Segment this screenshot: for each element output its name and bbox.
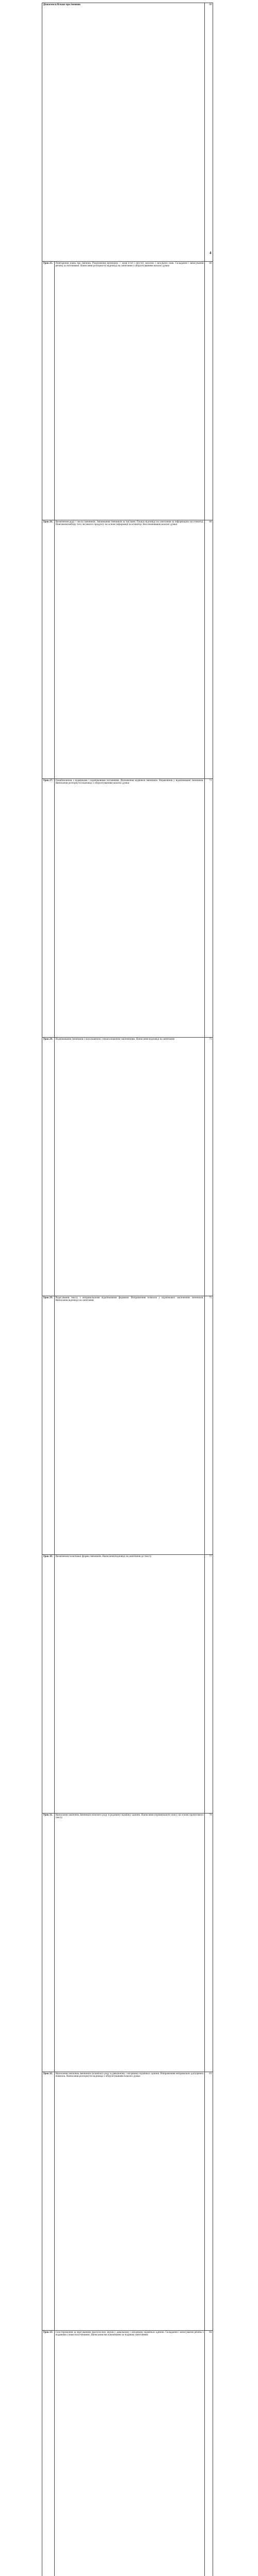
lesson-number: Урок 27.	[42, 779, 55, 1038]
lesson-number: Урок 29.	[42, 1296, 55, 1555]
lesson-number: Урок 31.	[42, 1814, 55, 2072]
lesson-description: Редагування тексту з неправильними відмінковими формами. Виправлення помилок у відмінкових закінченнях іменників. Написання відповіді на запитання	[55, 1296, 205, 1555]
lesson-description: Ознайомлення з відмінками і відмінковими питаннями. Визначення відмінків іменників. Вправляння у відмінюванні іменників. Написання розгорнутої відповіді з обґрунтуванням власної думки	[55, 779, 205, 1038]
toc-lesson-row	[42, 2331, 213, 2576]
toc-lesson-row	[42, 779, 213, 1038]
document-page	[0, 0, 258, 258]
lesson-number: Урок 28.	[42, 1038, 55, 1296]
toc-lesson-row	[42, 1555, 213, 1814]
page-ref: 77	[205, 1555, 213, 1814]
toc-lesson-row	[42, 262, 213, 520]
page-ref: 75	[205, 1296, 213, 1555]
page-number: 4	[209, 251, 212, 255]
toc-lesson-row	[42, 1296, 213, 1555]
toc-body	[42, 3, 213, 2576]
toc-lesson-row	[42, 2072, 213, 2331]
page-ref: 79	[205, 1814, 213, 2072]
lesson-description: Відмінювання іменників з наголошеним і ненаголошеним закінченням. Написання відповіді на запитання	[55, 1038, 205, 1296]
page-ref: 81	[205, 2072, 213, 2331]
lesson-description: Визначення початкової форми іменників. Написання відповіді на запитання до тексту	[55, 1555, 205, 1814]
toc-lesson-row	[42, 1038, 213, 1296]
page-ref: 73	[205, 1038, 213, 1296]
lesson-description: Визначення роду і числа іменників. Змінювання іменників за числами. Пошук відповіді на запитання за інформацією на етикетці. Пояснення вибору того чи іншого продукту на основі інформації на етикетці. Висловлювання власної думки	[55, 520, 205, 779]
page-ref: 71	[205, 779, 213, 1038]
lesson-number: Урок 33.	[42, 2331, 55, 2576]
toc-section-row	[42, 3, 213, 262]
table-of-contents	[42, 3, 213, 2576]
lesson-description: Повторення знань про іменник. Розрізнення іменників — назв істот і неістот, власних і загальних назв. Складання і записування речень за світлинами. Написання розгорнутої відповіді на запитання з обґрунтуванням власної думки	[55, 262, 205, 520]
lesson-description: Написання закінчень іменників жіночого роду в родовому відмінку однини. Написання порівняльного опису на основі прочитаного тексту	[55, 1814, 205, 2072]
lesson-number: Урок 30.	[42, 1555, 55, 1814]
lesson-number: Урок 25.	[42, 262, 55, 520]
lesson-number: Урок 26.	[42, 520, 55, 779]
toc-lesson-row	[42, 1814, 213, 2072]
lesson-description: Написання закінчень іменників чоловічого роду в давальному і місцевому відмінках однини. Виправлення неправильно допущених помилок. Написання розгорнутої відповіді з обґрунтуванням власної думки	[55, 2072, 205, 2331]
page-ref: 66	[205, 3, 213, 262]
lesson-number: Урок 32.	[42, 2072, 55, 2331]
page-ref: 68	[205, 520, 213, 779]
section-title: Дізнаємося більше про іменник	[42, 3, 205, 262]
toc-lesson-row	[42, 520, 213, 779]
page-ref: 66	[205, 262, 213, 520]
page-ref: 84	[205, 2331, 213, 2576]
lesson-description: Спостереження за чергуванням приголосних звуків у давальному і місцевому відмінках однини. Складання і записування речень з поданими словосполученнями. Написання висловлювання за поданим запитанням	[55, 2331, 205, 2576]
